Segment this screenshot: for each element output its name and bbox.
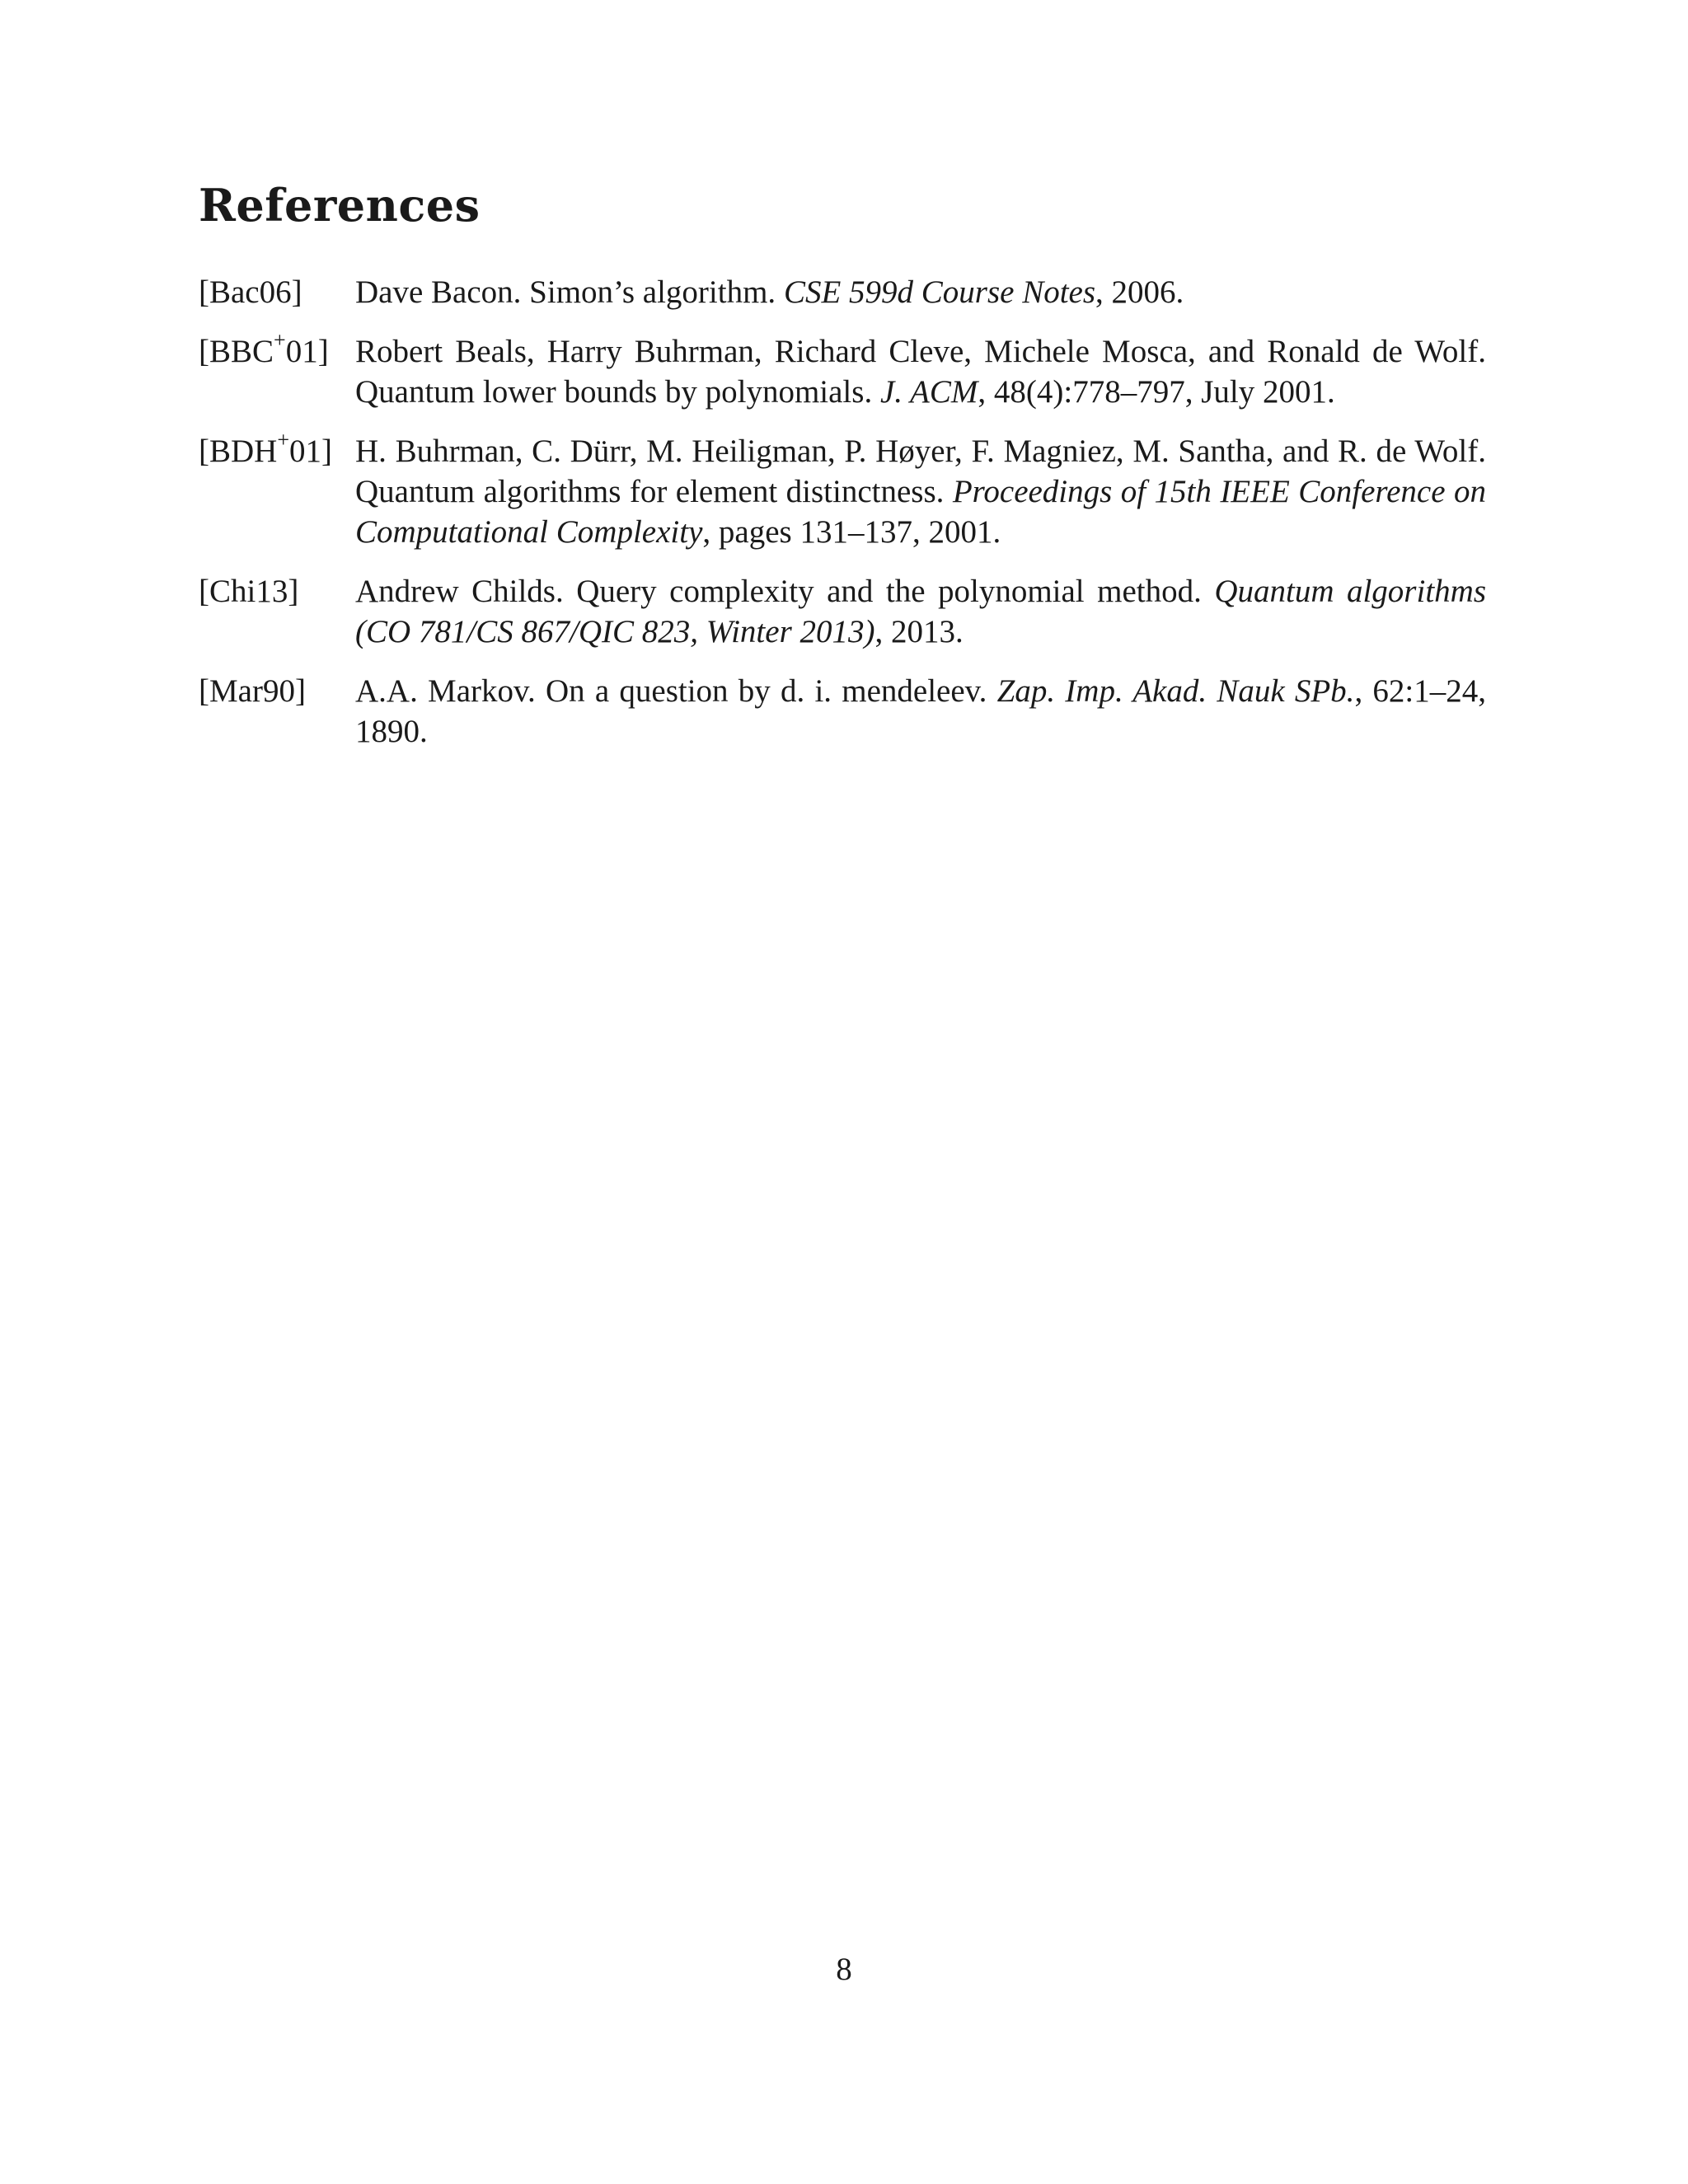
reference-details: , 48(4):778–797, July 2001. [978, 374, 1335, 410]
reference-venue: Quantum algorithms (CO 781/CS 867/QIC 823, Winter 2013) [355, 574, 1486, 649]
reference-text [355, 671, 1486, 752]
reference-details: , pages 131–137, 2001. [702, 514, 1001, 550]
reference-text [355, 571, 1486, 652]
reference-key-main: [Chi13] [199, 574, 299, 609]
reference-text [355, 331, 1486, 412]
reference-authors-title: Dave Bacon. Simon’s algorithm. [355, 274, 784, 310]
reference-item [199, 571, 1486, 652]
reference-authors-title: Andrew Childs. Query complexity and the polynomial method. [355, 574, 1215, 609]
reference-text [355, 431, 1486, 552]
reference-key-tail: 01] [289, 434, 333, 469]
reference-venue: Proceedings of 15th IEEE Conference on Computational Complexity [355, 474, 1486, 550]
references-heading: References [199, 179, 481, 232]
reference-key-tail: 01] [285, 334, 329, 369]
reference-venue: J. ACM [879, 374, 978, 410]
reference-key [199, 272, 355, 312]
reference-key-superscript: + [274, 328, 286, 352]
reference-key-main: [Mar90] [199, 673, 306, 709]
page-number: 8 [836, 1952, 852, 1987]
reference-key [199, 671, 355, 711]
reference-venue: Zap. Imp. Akad. Nauk SPb. [996, 673, 1355, 709]
reference-authors-title: H. Buhrman, C. Dürr, M. Heiligman, P. Høyer, F. Magniez, M. Santha, and R. de Wolf. Quantum algorithms for element distinctness. [355, 434, 1486, 509]
reference-authors-title: A.A. Markov. On a question by d. i. mendeleev. [355, 673, 997, 709]
reference-item [199, 272, 1486, 312]
reference-item [199, 428, 1486, 552]
reference-details: , 62:1–24, 1890. [355, 673, 1486, 749]
reference-item [199, 671, 1486, 752]
reference-details: , 2013. [874, 614, 964, 649]
reference-text [355, 272, 1486, 312]
reference-key [199, 571, 355, 612]
reference-venue: CSE 599d Course Notes [783, 274, 1096, 310]
reference-key-main: [BDH [199, 434, 278, 469]
reference-details: , 2006. [1095, 274, 1184, 310]
reference-key-main: [Bac06] [199, 274, 302, 310]
reference-list [199, 272, 1486, 771]
reference-key [199, 328, 355, 372]
reference-key-main: [BBC [199, 334, 274, 369]
reference-key [199, 428, 355, 471]
reference-item [199, 328, 1486, 412]
reference-authors-title: Robert Beals, Harry Buhrman, Richard Cleve, Michele Mosca, and Ronald de Wolf. Quantum lower bounds by polynomials. [355, 334, 1486, 410]
reference-key-superscript: + [277, 428, 290, 452]
